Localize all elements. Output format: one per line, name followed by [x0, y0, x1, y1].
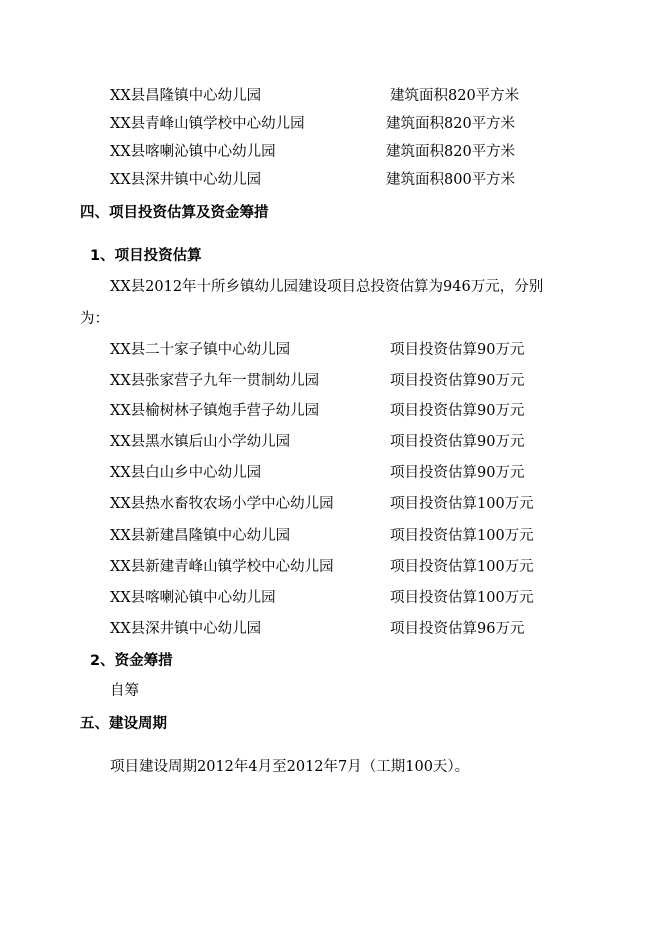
section-heading: 五、建设周期 — [80, 716, 167, 732]
investment-row — [110, 340, 662, 360]
subsection-heading: 2、资金筹措 — [90, 653, 173, 669]
investment-row-name: XX县榆树林子镇炮手营子幼儿园 — [110, 403, 320, 419]
subsection-heading: 1、项目投资估算 — [90, 248, 202, 264]
area-row — [110, 86, 662, 106]
area-row — [110, 114, 662, 134]
investment-row-name: XX县喀喇沁镇中心幼儿园 — [110, 590, 276, 606]
investment-row-value: 项目投资估算90万元 — [390, 373, 525, 389]
investment-row-name: XX县热水畜牧农场小学中心幼儿园 — [110, 496, 334, 512]
investment-row-name: XX县白山乡中心幼儿园 — [110, 465, 262, 481]
investment-row — [110, 557, 662, 577]
section-heading: 四、项目投资估算及资金筹措 — [80, 205, 269, 221]
investment-row — [110, 619, 662, 639]
investment-row-value: 项目投资估算100万元 — [390, 559, 534, 575]
area-row-name: XX县昌隆镇中心幼儿园 — [110, 88, 262, 104]
investment-row — [110, 432, 662, 452]
investment-row-value: 项目投资估算100万元 — [390, 528, 534, 544]
intro-paragraph-line: XX县2012年十所乡镇幼儿园建设项目总投资估算为946万元，分别 — [110, 279, 544, 295]
area-row-name: XX县青峰山镇学校中心幼儿园 — [110, 116, 305, 132]
investment-row-name: XX县二十家子镇中心幼儿园 — [110, 342, 291, 358]
area-row-value: 建筑面积820平方米 — [390, 88, 520, 104]
investment-row — [110, 588, 662, 608]
investment-row-value: 项目投资估算100万元 — [390, 496, 534, 512]
investment-row-name: XX县新建青峰山镇学校中心幼儿园 — [110, 559, 334, 575]
area-row-name: XX县深井镇中心幼儿园 — [110, 172, 262, 188]
area-row-value: 建筑面积820平方米 — [386, 144, 516, 160]
investment-row-value: 项目投资估算90万元 — [390, 434, 525, 450]
investment-row-value: 项目投资估算90万元 — [390, 342, 525, 358]
area-row-value: 建筑面积820平方米 — [386, 116, 516, 132]
investment-row — [110, 463, 662, 483]
investment-row-name: XX县深井镇中心幼儿园 — [110, 621, 262, 637]
investment-row — [110, 401, 662, 421]
investment-row-name: XX县新建昌隆镇中心幼儿园 — [110, 528, 291, 544]
investment-row-value: 项目投资估算100万元 — [390, 590, 534, 606]
area-row-value: 建筑面积800平方米 — [386, 172, 516, 188]
investment-row-value: 项目投资估算90万元 — [390, 403, 525, 419]
investment-row-value: 项目投资估算90万元 — [390, 465, 525, 481]
investment-row — [110, 494, 662, 514]
investment-row — [110, 371, 662, 391]
area-row — [110, 170, 662, 190]
funding-text: 自筹 — [110, 683, 139, 699]
area-row — [110, 142, 662, 162]
intro-paragraph-line: 为： — [80, 311, 109, 327]
investment-row — [110, 526, 662, 546]
investment-row-value: 项目投资估算96万元 — [390, 621, 525, 637]
period-text: 项目建设周期2012年4月至2012年7月（工期100天）。 — [110, 759, 470, 775]
investment-row-name: XX县黑水镇后山小学幼儿园 — [110, 434, 291, 450]
investment-row-name: XX县张家营子九年一贯制幼儿园 — [110, 373, 320, 389]
area-row-name: XX县喀喇沁镇中心幼儿园 — [110, 144, 276, 160]
